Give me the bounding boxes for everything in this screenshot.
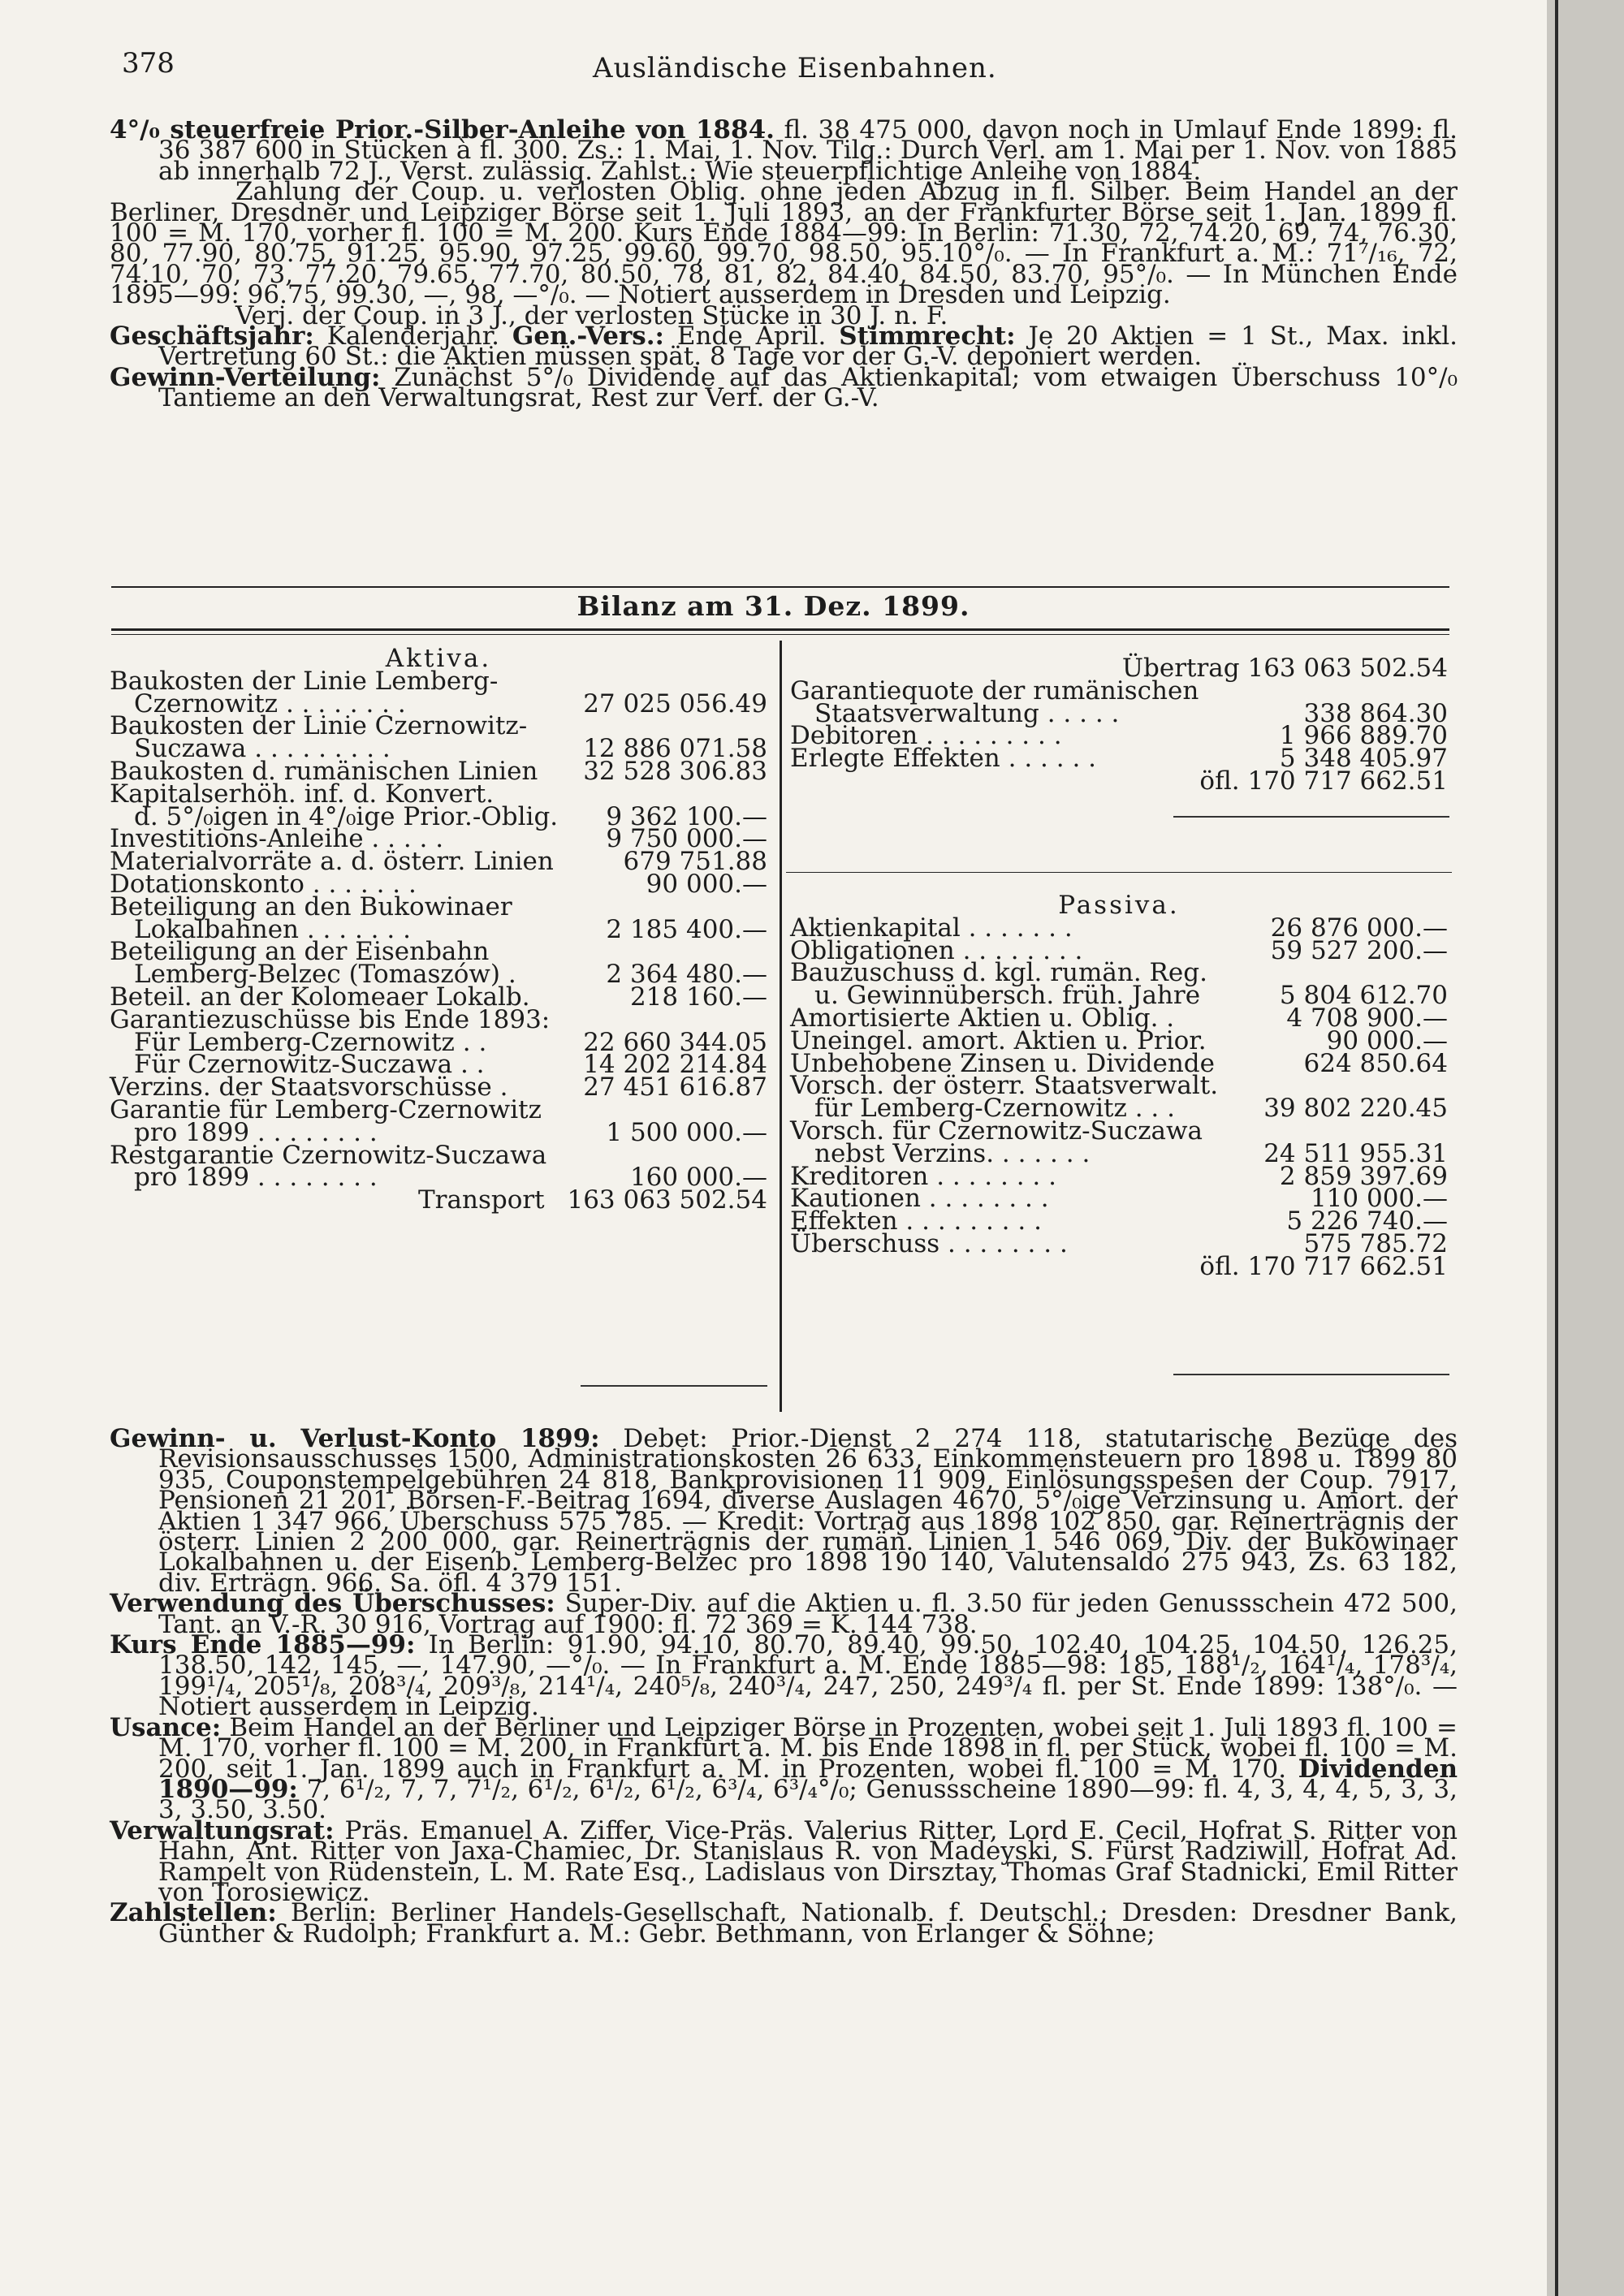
passiva-list bbox=[790, 913, 1448, 1258]
aktiva-row-label: Beteiligung an der Eisenbahn bbox=[110, 937, 490, 967]
aktiva-row-value: 679 751.88 bbox=[623, 847, 767, 877]
passiva-row-label: Überschuss . . . . . . . . bbox=[790, 1228, 1068, 1258]
aktiva-list bbox=[110, 666, 767, 1193]
gw-label: Gewinn-Verteilung: bbox=[110, 362, 381, 392]
aktiva-row-label: Czernowitz . . . . . . . . bbox=[134, 688, 406, 719]
aktiva-row-label: Für Lemberg-Czernowitz . . bbox=[134, 1027, 487, 1057]
usance-label: Usance: bbox=[110, 1712, 222, 1742]
vu-label: Verwendung des Überschusses: bbox=[110, 1589, 555, 1619]
aktiva-row-value: 2 364 480.— bbox=[606, 960, 767, 990]
aktiva-row-value: 160 000.— bbox=[629, 1163, 767, 1193]
gw-text: Zunächst 5°/₀ Dividende auf das Aktienkapital; vom etwaigen Überschuss 10°/₀ Tantieme an den Verwaltungsrat, Rest zur Verf. der G.-V. bbox=[158, 362, 1458, 413]
aktiva-row-label: Restgarantie Czernowitz-Suczawa bbox=[110, 1140, 547, 1170]
aktiva-continuation-row-value: 1 966 889.70 bbox=[1279, 721, 1448, 751]
aktiva-row-value: 218 160.— bbox=[629, 982, 767, 1012]
aktiva-row-value: 27 025 056.49 bbox=[583, 688, 767, 719]
aktiva-continuation-row-label: Garantiequote der rumänischen bbox=[790, 675, 1199, 706]
transport-rule bbox=[581, 1385, 767, 1387]
guv-text: Debet: Prior.-Dienst 2 274 118, statutarische Bezüge des Revisionsausschusses 1500, Administrationskosten 26 633, Einkommensteuern pro 1898 u. 1899 80 935, Couponstempelgebühren 24 818, Bankprovisionen 11 909, Einlösungsspesen der Coup. 7917, Pensionen 21 201, Börsen-F.-Beitrag 1694, diverse Auslagen 4670, 5°/₀ige Verzinsung u. Amort. der Aktien 1 347 966, Überschuss 575 785. — Kredit: Vortrag aus 1898 102 850, gar. Reinerträgnis der österr. Linien 2 200 000, gar. Reinerträgnis der rumän. Linien 1 546 069, Div. der Bukowinaer Lokalbahnen u. der Eisenb. Lemberg-Belzec pro 1898 190 140, Valutensaldo 275 943, Zs. 63 182, div. Erträgn. 966. Sa. öfl. 4 379 151. bbox=[158, 1424, 1458, 1598]
passiva-row-value: 5 226 740.— bbox=[1286, 1206, 1448, 1236]
dividenden-label: Dividenden 1890—99: bbox=[158, 1754, 1458, 1804]
zahlung-paragraph: Zahlung der Coup. u. verlosten Oblig. ohne jeden Abzug in fl. Silber. Beim Handel an der Berliner, Dresdner und Leipziger Börse seit 1. Juli 1893, an der Frankfurter Börse seit 1. Jan. 1899 fl. 100 = M. 170, vorher fl. 100 = M. 200. Kurs Ende 1884—99: In Berlin: 71.30, 72, 74.20, 69, 74, 76.30, 80, 77.90, 80.75, 91.25, 95.90, 97.25, 99.60, 99.70, 98.50, 95.10°/₀. — In Frankfurt a. M.: 71⁷/₁₆, 72, 74.10, 70, 73, 77.20, 79.65, 77.70, 80.50, 78, 81, 82, 84.40, 84.50, 83.70, 95°/₀. — In München Ende 1895—99: 96.75, 99.30, —, 98, —°/₀. — Notiert ausserdem in Dresden und Leipzig. bbox=[110, 177, 1458, 310]
aktiva-row-label: Für Czernowitz-Suczawa . . bbox=[134, 1050, 485, 1080]
aktiva-total-row bbox=[790, 766, 1448, 796]
aktiva-total-rule bbox=[1173, 816, 1449, 818]
aktiva-row-label: Lemberg-Belzec (Tomaszów) . bbox=[134, 960, 516, 990]
guv-label: Gewinn- u. Verlust-Konto 1899: bbox=[110, 1424, 600, 1453]
aktiva-continuation-list bbox=[790, 654, 1448, 774]
bilanz-rule-2 bbox=[111, 634, 1449, 635]
passiva-row-label: Uneingel. amort. Aktien u. Prior. bbox=[790, 1025, 1207, 1055]
gv-label: Gen.-Vers.: bbox=[512, 322, 664, 352]
bottom-section bbox=[110, 1424, 1458, 1949]
passiva-row-value: 26 876 000.— bbox=[1270, 913, 1448, 943]
page-edge bbox=[1547, 0, 1624, 2296]
passiva-row-value: 2 859 397.69 bbox=[1279, 1161, 1448, 1191]
vu-text: Super-Div. auf die Aktien u. fl. 3.50 für jeden Genussschein 472 500, Tant. an V.-R. 30 916, Vortrag auf 1900: fl. 72 369 = K. 144 738. bbox=[158, 1589, 1458, 1639]
aktiva-row-label: Verzins. der Staatsvorschüsse . bbox=[110, 1072, 508, 1103]
passiva-total-row bbox=[790, 1251, 1448, 1281]
page-number: 378 bbox=[122, 47, 175, 80]
verwaltungsrat-paragraph bbox=[110, 1815, 1458, 1907]
passiva-row-value: 59 527 200.— bbox=[1270, 935, 1448, 965]
passiva-row-label: für Lemberg-Czernowitz . . . bbox=[814, 1094, 1175, 1124]
passiva-row-value: 4 708 900.— bbox=[1286, 1003, 1448, 1033]
verwendung-paragraph bbox=[110, 1589, 1458, 1639]
passiva-row-label: Effekten . . . . . . . . . bbox=[790, 1206, 1042, 1236]
aktiva-continuation-column bbox=[790, 654, 1448, 796]
aktiva-row-label: Suczawa . . . . . . . . . bbox=[134, 734, 391, 764]
passiva-row-label: nebst Verzins. . . . . . . bbox=[814, 1138, 1091, 1168]
dividenden-text: 7, 6¹/₂, 7, 7, 7¹/₂, 6¹/₂, 6¹/₂, 6¹/₂, 6³/₄, 6³/₄°/₀; Genussscheine 1890—99: fl. 4, 3, 4, 4, 5, 3, 3, 3, 3.50, 3.50. bbox=[158, 1774, 1458, 1825]
aktiva-row-label: Baukosten der Linie Lemberg- bbox=[110, 666, 499, 696]
gv-text: Ende April. bbox=[663, 322, 840, 352]
passiva-row-label: u. Gewinnübersch. früh. Jahre bbox=[814, 981, 1201, 1011]
aktiva-row-label: Materialvorräte a. d. österr. Linien bbox=[110, 847, 554, 877]
kurs-label: Kurs Ende 1885—99: bbox=[110, 1630, 416, 1660]
aktiva-column bbox=[110, 644, 767, 1215]
aktiva-row-label: pro 1899 . . . . . . . . bbox=[134, 1117, 378, 1147]
aktiva-passiva-separator bbox=[786, 872, 1452, 873]
passiva-row-label: Vorsch. der österr. Staatsverwalt. bbox=[790, 1071, 1219, 1101]
aktiva-row-label: Beteil. an der Kolomeaer Lokalb. bbox=[110, 982, 530, 1012]
bilanz-rule-1 bbox=[111, 628, 1449, 631]
st-text: Je 20 Aktien = 1 St., Max. inkl. Vertretung 60 St.: die Aktien müssen spät. 8 Tage vor der G.-V. deponiert werden. bbox=[158, 322, 1458, 372]
anleihe-paragraph bbox=[110, 115, 1458, 186]
zs-text: Berlin: Berliner Handels-Gesellschaft, Nationalb. f. Deutschl.; Dresden: Dresdner Bank, Günther & Rudolph; Frankfurt a. M.: Gebr. Bethmann, von Erlanger & Söhne; bbox=[158, 1898, 1458, 1949]
aktiva-row-value: 27 451 616.87 bbox=[583, 1072, 767, 1103]
aktiva-row-label: Baukosten d. rumänischen Linien bbox=[110, 756, 538, 786]
aktiva-continuation-row-label: Debitoren . . . . . . . . . bbox=[790, 721, 1062, 751]
vr-label: Verwaltungsrat: bbox=[110, 1815, 335, 1845]
transport-value: 163 063 502.54 bbox=[567, 1185, 767, 1215]
page-header bbox=[122, 42, 1453, 83]
anleihe-text: fl. 38 475 000, davon noch in Umlauf Ende 1899: fl. 36 387 600 in Stücken à fl. 300. Zs.: 1. Mai, 1. Nov. Tilg.: Durch Verl. am 1. Mai per 1. Nov. von 1885 ab innerhalb 72 J., Verst. zulässig. Zahlst.: Wie steuerpflichtige Anleihe von 1884. bbox=[158, 115, 1458, 186]
passiva-total-rule bbox=[1173, 1374, 1449, 1375]
aktiva-row-label: Garantiezuschüsse bis Ende 1893: bbox=[110, 1004, 551, 1034]
anleihe-title: 4°/₀ steuerfreie Prior.-Silber-Anleihe von 1884. bbox=[110, 115, 775, 145]
vr-text: Präs. Emanuel A. Ziffer, Vice-Präs. Valerius Ritter, Lord E. Cecil, Hofrat S. Ritter von Hahn, Ant. Ritter von Jaxa-Chamiec, Dr. Stanislaus R. von Madeyski, S. Fürst Radziwill, Hofrat Ad. Rampelt von Rüdenstein, L. M. Rate Esq., Ladislaus von Dirsztay, Thomas Graf Stadnicki, Emil Ritter von Torosiewicz. bbox=[158, 1815, 1458, 1907]
passiva-column bbox=[790, 891, 1448, 1281]
aktiva-row-value: 1 500 000.— bbox=[606, 1117, 767, 1147]
aktiva-row-value: 22 660 344.05 bbox=[583, 1027, 767, 1057]
aktiva-continuation-row-value: 338 864.30 bbox=[1303, 698, 1448, 728]
aktiva-row-label: Baukosten der Linie Czernowitz- bbox=[110, 711, 528, 741]
aktiva-row-value: 2 185 400.— bbox=[606, 914, 767, 944]
passiva-row-label: Amortisierte Aktien u. Oblig. . bbox=[790, 1003, 1175, 1033]
bilanz-divider bbox=[780, 641, 782, 1412]
zs-label: Zahlstellen: bbox=[110, 1898, 277, 1928]
usance-paragraph bbox=[110, 1712, 1458, 1825]
aktiva-row-value: 12 886 071.58 bbox=[583, 734, 767, 764]
bilanz-top-rule bbox=[111, 586, 1449, 588]
passiva-row-value: 575 785.72 bbox=[1303, 1228, 1448, 1258]
aktiva-row-label: Garantie für Lemberg-Czernowitz bbox=[110, 1094, 542, 1124]
aktiva-continuation-row-label: Erlegte Effekten . . . . . . bbox=[790, 744, 1097, 774]
aktiva-total: öfl. 170 717 662.51 bbox=[1199, 766, 1448, 796]
kurs-text: In Berlin: 91.90, 94.10, 80.70, 89.40, 99.50, 102.40, 104.25, 104.50, 126.25, 138.50, 142, 145, —, 147.90, —°/₀. — In Frankfurt a. M. Ende 1885—98: 185, 188¹/₂, 164¹/₄, 178³/₄, 199¹/₄, 205¹/₈, 208³/₄, 209³/₈, 214¹/₄, 240⁵/₈, 240³/₄, 247, 250, 249³/₄ fl. per St. Ende 1899: 138°/₀. — Notiert ausserdem in Leipzig. bbox=[158, 1630, 1458, 1722]
passiva-row-value: 110 000.— bbox=[1310, 1184, 1448, 1214]
aktiva-row-label: Lokalbahnen . . . . . . . bbox=[134, 914, 411, 944]
usance-text: Beim Handel an der Berliner und Leipziger Börse in Prozenten, wobei seit 1. Juli 1893 fl. 100 = M. 170, vorher fl. 100 = M. 200, in Frankfurt a. M. bis Ende 1898 in fl. per Stück, wobei fl. 100 = M. 200, seit 1. Jan. 1899 auch in Frankfurt a. M. in Prozenten, wobei fl. 100 = M. 170. bbox=[158, 1712, 1458, 1784]
passiva-row-label: Unbehobene Zinsen u. Dividende bbox=[790, 1048, 1215, 1078]
passiva-row-value: 624 850.64 bbox=[1303, 1048, 1448, 1078]
passiva-row-value: 90 000.— bbox=[1326, 1025, 1448, 1055]
passiva-total: öfl. 170 717 662.51 bbox=[1199, 1251, 1448, 1281]
passiva-row-label: Kautionen . . . . . . . . bbox=[790, 1184, 1049, 1214]
passiva-row-label: Bauzuschuss d. kgl. rumän. Reg. bbox=[790, 958, 1207, 988]
gj-label: Geschäftsjahr: bbox=[110, 322, 314, 352]
intro-section bbox=[110, 115, 1458, 413]
aktiva-row-label: Investitions-Anleihe . . . . . bbox=[110, 824, 444, 854]
aktiva-row-value: 9 750 000.— bbox=[606, 824, 767, 854]
aktiva-row-label: Dotationskonto . . . . . . . bbox=[110, 869, 417, 899]
passiva-row-label: Vorsch. für Czernowitz-Suczawa bbox=[790, 1116, 1203, 1146]
aktiva-row-value: 9 362 100.— bbox=[606, 801, 767, 831]
zahlstellen-paragraph bbox=[110, 1898, 1458, 1949]
aktiva-row-value: 14 202 214.84 bbox=[583, 1050, 767, 1080]
passiva-row-value: 5 804 612.70 bbox=[1279, 981, 1448, 1011]
aktiva-continuation-row-value: Übertrag 163 063 502.54 bbox=[1121, 654, 1448, 683]
aktiva-row-value: 32 528 306.83 bbox=[583, 756, 767, 786]
aktiva-row-label: Kapitalserhöh. inf. d. Konvert. bbox=[110, 779, 495, 809]
aktiva-heading: Aktiva. bbox=[385, 644, 492, 673]
aktiva-row-label: pro 1899 . . . . . . . . bbox=[134, 1163, 378, 1193]
passiva-heading: Passiva. bbox=[1058, 891, 1180, 920]
bilanz-title: Bilanz am 31. Dez. 1899. bbox=[577, 590, 970, 622]
gj-text: Kalenderjahr. bbox=[313, 322, 512, 352]
passiva-row-label: Kreditoren . . . . . . . . bbox=[790, 1161, 1056, 1191]
aktiva-row-label: d. 5°/₀igen in 4°/₀ige Prior.-Oblig. bbox=[134, 801, 559, 831]
aktiva-continuation-row-label: Staatsverwaltung . . . . . bbox=[814, 698, 1120, 728]
gewinnverteilung-paragraph bbox=[110, 362, 1458, 413]
passiva-row-label: Obligationen . . . . . . . . bbox=[790, 935, 1083, 965]
passiva-row-value: 24 511 955.31 bbox=[1263, 1138, 1448, 1168]
verj-paragraph: Verj. der Coup. in 3 J., der verlosten Stücke in 30 J. n. F. bbox=[235, 300, 948, 330]
geschaeftsjahr-paragraph bbox=[110, 322, 1458, 372]
transport-row bbox=[110, 1185, 767, 1215]
running-title: Ausländische Eisenbahnen. bbox=[593, 52, 997, 84]
aktiva-continuation-row-value: 5 348 405.97 bbox=[1279, 744, 1448, 774]
passiva-row-value: 39 802 220.45 bbox=[1263, 1094, 1448, 1124]
transport-label: Transport bbox=[418, 1185, 545, 1215]
guv-paragraph bbox=[110, 1424, 1458, 1598]
aktiva-row-label: Beteiligung an den Bukowinaer bbox=[110, 891, 512, 921]
kurs-paragraph bbox=[110, 1630, 1458, 1722]
edge-line bbox=[1555, 0, 1558, 2296]
st-label: Stimmrecht: bbox=[839, 322, 1016, 352]
aktiva-row-value: 90 000.— bbox=[646, 869, 767, 899]
passiva-row-label: Aktienkapital . . . . . . . bbox=[790, 913, 1073, 943]
